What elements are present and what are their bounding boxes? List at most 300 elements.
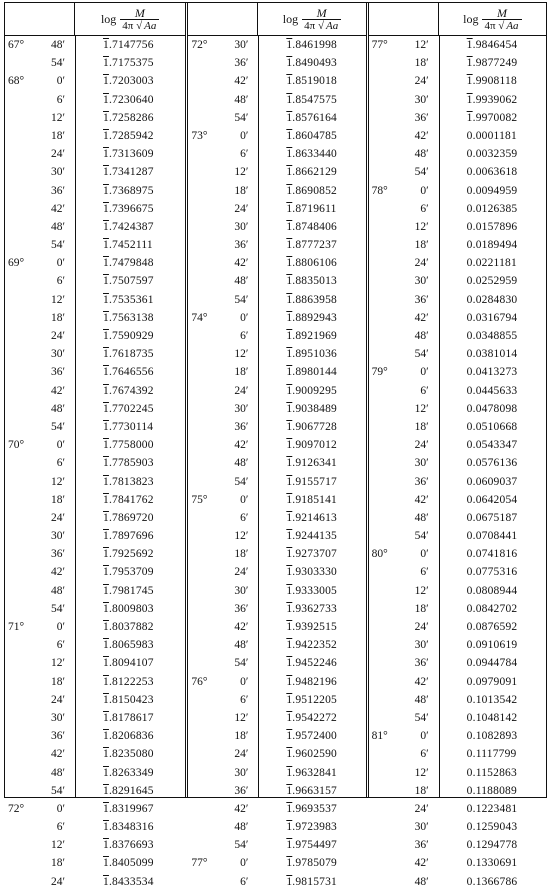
table-row	[369, 382, 546, 400]
table-row	[5, 382, 185, 400]
minute-cell: 36′	[50, 366, 65, 379]
characteristic: 1	[286, 366, 293, 379]
table-row	[369, 691, 546, 709]
mantissa: .8490493	[292, 57, 338, 70]
table-row	[5, 636, 185, 654]
table-row	[369, 582, 546, 600]
table-row	[369, 491, 546, 509]
degree-cell	[5, 600, 31, 618]
minute-cell: 54′	[50, 784, 65, 797]
log-value-cell	[439, 200, 546, 218]
mantissa: .9908118	[472, 75, 517, 88]
log-value-cell	[439, 309, 546, 327]
table-row	[188, 145, 365, 163]
minute-cell: 30′	[414, 275, 429, 288]
mantissa: .8951036	[292, 348, 338, 361]
mantissa: .8806106	[292, 257, 338, 270]
minute-cell: 30′	[234, 584, 249, 597]
characteristic: 1	[103, 93, 109, 106]
table-row	[188, 873, 365, 891]
minute-cell: 48′	[50, 402, 65, 415]
mantissa: 0.0221181	[466, 257, 517, 270]
table-row	[5, 654, 185, 672]
minute-cell: 0′	[420, 366, 429, 379]
table-row	[369, 236, 546, 254]
characteristic: 1	[103, 857, 109, 870]
characteristic: 1	[286, 293, 293, 306]
minute-cell: 36′	[50, 184, 65, 197]
mantissa: 0.0642054	[466, 493, 518, 506]
degree-cell: 77°	[191, 857, 208, 870]
degree-cell	[188, 618, 214, 636]
degree-cell	[188, 818, 214, 836]
degree-cell	[369, 254, 395, 272]
mantissa: .9939062	[472, 93, 518, 106]
mantissa: 0.0001181	[466, 129, 517, 142]
degree-cell	[5, 163, 31, 181]
column-group-1	[5, 3, 185, 888]
characteristic: 1	[103, 129, 109, 142]
mantissa: 0.0445633	[466, 384, 518, 397]
table-row	[188, 291, 365, 309]
table-row	[5, 109, 185, 127]
degree-cell	[188, 836, 214, 854]
log-value-cell	[75, 527, 185, 545]
degree-cell: 78°	[371, 184, 388, 197]
characteristic: 1	[103, 293, 109, 306]
characteristic: 1	[103, 639, 109, 652]
log-value-cell	[75, 382, 185, 400]
mantissa: .8863958	[292, 293, 338, 306]
characteristic: 1	[286, 621, 293, 633]
degree-cell	[5, 836, 31, 854]
degree-cell	[5, 818, 31, 836]
minute-cell: 48′	[414, 693, 429, 706]
mantissa: 0.0675187	[466, 511, 518, 524]
table-row	[188, 236, 365, 254]
characteristic: 1	[286, 111, 293, 124]
table-row	[188, 418, 365, 436]
characteristic: 1	[286, 348, 293, 361]
log-value-cell	[258, 527, 365, 545]
characteristic: 1	[103, 675, 109, 688]
table-row	[369, 618, 546, 636]
log-value-cell	[75, 254, 185, 272]
characteristic: 1	[103, 748, 109, 761]
rows-container	[369, 36, 546, 888]
minute-cell: 18′	[234, 366, 249, 379]
mantissa: .8065983	[108, 639, 154, 652]
characteristic: 1	[286, 584, 293, 597]
minute-cell: 48′	[234, 639, 249, 652]
minute-cell: 24′	[50, 330, 65, 342]
characteristic: 1	[103, 39, 109, 51]
mantissa: .7925692	[108, 548, 154, 561]
degree-cell	[5, 873, 31, 891]
log-label: log	[463, 11, 479, 26]
log-value-cell	[439, 109, 546, 127]
degree-cell	[369, 709, 395, 727]
mantissa: .9542272	[292, 711, 338, 724]
degree-cell	[369, 291, 395, 309]
log-value-cell	[75, 218, 185, 236]
minute-cell: 30′	[50, 530, 65, 543]
table-row	[369, 91, 546, 109]
mantissa: .8835013	[292, 275, 338, 288]
degree-cell: 71°	[8, 621, 25, 633]
log-value-cell	[258, 291, 365, 309]
degree-cell	[188, 54, 214, 72]
log-value-cell	[75, 454, 185, 472]
characteristic: 1	[286, 457, 293, 470]
log-value-cell	[258, 600, 365, 618]
characteristic: 1	[286, 257, 293, 270]
degree-cell	[369, 345, 395, 363]
mantissa: .9422352	[292, 639, 338, 652]
table-row	[369, 509, 546, 527]
log-value-cell	[258, 400, 365, 418]
mantissa: 0.1117799	[466, 748, 517, 761]
minute-cell: 0′	[240, 311, 249, 324]
minute-cell: 36′	[234, 420, 249, 433]
characteristic: 1	[103, 657, 109, 670]
table-row	[5, 363, 185, 381]
minute-cell: 36′	[414, 657, 429, 670]
minute-cell: 24′	[234, 202, 249, 215]
table-row	[369, 727, 546, 745]
table-row	[5, 36, 185, 54]
mantissa: .7341287	[108, 166, 154, 179]
table-row	[5, 836, 185, 854]
column-group-3	[366, 3, 546, 888]
rows-container	[188, 36, 365, 888]
characteristic: 1	[286, 802, 293, 815]
characteristic: 1	[286, 39, 293, 51]
table-row	[369, 145, 546, 163]
formula-header	[75, 3, 185, 35]
mantissa: .9482196	[292, 675, 338, 688]
table-row	[369, 309, 546, 327]
degree-cell	[188, 418, 214, 436]
log-value-cell	[439, 563, 546, 581]
minute-cell: 24′	[50, 693, 65, 706]
mantissa: 0.0381014	[466, 348, 518, 361]
minute-cell: 6′	[240, 330, 249, 342]
log-value-cell	[439, 454, 546, 472]
degree-cell	[5, 636, 31, 654]
characteristic: 1	[103, 511, 109, 524]
table-row	[369, 673, 546, 691]
minute-cell: 36′	[50, 548, 65, 561]
mantissa: .8690852	[292, 184, 338, 197]
mantissa: .9572400	[292, 730, 338, 743]
log-value-cell	[258, 36, 365, 54]
table-row	[369, 563, 546, 581]
table-row	[188, 363, 365, 381]
mantissa: .8122253	[108, 675, 154, 688]
table-row	[5, 618, 185, 636]
minute-cell: 36′	[50, 730, 65, 743]
log-value-cell	[439, 764, 546, 782]
characteristic: 1	[103, 202, 109, 215]
table-row	[369, 527, 546, 545]
log-value-cell	[258, 727, 365, 745]
mantissa: .8319967	[108, 802, 154, 815]
minute-cell: 0′	[56, 439, 65, 452]
minute-cell: 48′	[50, 584, 65, 597]
mantissa: .8633440	[292, 148, 338, 161]
log-value-cell	[439, 691, 546, 709]
degree-cell	[188, 291, 214, 309]
log-value-cell	[75, 563, 185, 581]
degree-cell	[5, 673, 31, 691]
degree-cell	[5, 272, 31, 290]
minute-cell: 54′	[50, 602, 65, 615]
log-value-cell	[75, 200, 185, 218]
minute-cell: 48′	[414, 148, 429, 161]
table-row	[369, 400, 546, 418]
mantissa: 0.0032359	[466, 148, 518, 161]
formula-numerator: M	[316, 5, 327, 20]
degree-cell	[5, 291, 31, 309]
minute-cell: 0′	[240, 857, 249, 870]
minute-cell: 42′	[414, 675, 429, 688]
characteristic: 1	[286, 330, 293, 342]
degree-cell	[188, 582, 214, 600]
degree-cell	[369, 854, 395, 872]
log-table	[4, 2, 547, 888]
table-row	[5, 272, 185, 290]
characteristic: 1	[286, 548, 293, 561]
degree-cell: 79°	[371, 366, 388, 379]
table-row	[188, 54, 365, 72]
minute-cell: 42′	[50, 566, 65, 579]
characteristic: 1	[103, 621, 109, 633]
log-value-cell	[439, 218, 546, 236]
log-value-cell	[75, 800, 185, 818]
log-value-cell	[75, 163, 185, 181]
table-row	[369, 72, 546, 90]
column-header	[5, 3, 185, 36]
degree-cell	[5, 127, 31, 145]
characteristic: 1	[286, 657, 293, 670]
mantissa: .7758000	[108, 439, 154, 452]
degree-cell	[369, 800, 395, 818]
degree-cell	[5, 327, 31, 345]
degree-cell	[5, 709, 31, 727]
table-row	[5, 291, 185, 309]
formula-denominator: 4π √ Aa	[120, 19, 159, 32]
degree-cell	[188, 654, 214, 672]
degree-cell	[5, 418, 31, 436]
table-row	[5, 473, 185, 491]
characteristic: 1	[103, 730, 109, 743]
minute-cell: 54′	[234, 839, 249, 852]
degree-cell	[188, 473, 214, 491]
table-row	[369, 436, 546, 454]
log-value-cell	[258, 382, 365, 400]
degree-cell	[188, 163, 214, 181]
formula-fraction	[482, 7, 521, 32]
log-value-cell	[75, 854, 185, 872]
degree-cell	[188, 272, 214, 290]
table-row	[188, 836, 365, 854]
minute-cell: 48′	[414, 330, 429, 342]
log-value-cell	[75, 109, 185, 127]
mantissa: .7479848	[108, 257, 154, 270]
degree-cell	[5, 782, 31, 800]
log-value-cell	[439, 127, 546, 145]
mantissa: .9392515	[292, 621, 338, 633]
mantissa: 0.0576136	[466, 457, 518, 470]
table-row	[5, 454, 185, 472]
log-value-cell	[439, 582, 546, 600]
degree-cell	[5, 236, 31, 254]
minute-cell: 24′	[50, 148, 65, 161]
characteristic: 1	[286, 839, 293, 852]
table-row	[188, 745, 365, 763]
characteristic: 1	[286, 511, 293, 524]
characteristic: 1	[103, 548, 109, 561]
table-row	[188, 673, 365, 691]
table-row	[369, 836, 546, 854]
log-value-cell	[258, 636, 365, 654]
minute-cell: 54′	[234, 293, 249, 306]
degree-cell	[369, 491, 395, 509]
mantissa: .8235080	[108, 748, 154, 761]
mantissa: 0.0808944	[466, 584, 518, 597]
log-value-cell	[439, 800, 546, 818]
log-value-cell	[258, 109, 365, 127]
characteristic: 1	[103, 530, 109, 543]
table-row	[369, 873, 546, 891]
degree-cell	[369, 91, 395, 109]
mantissa: .9693537	[292, 802, 338, 815]
mantissa: .7674392	[108, 384, 154, 397]
degree-cell	[5, 309, 31, 327]
mantissa: .7424387	[108, 220, 154, 233]
table-row	[5, 54, 185, 72]
minute-cell: 42′	[414, 129, 429, 142]
minute-cell: 18′	[50, 493, 65, 506]
log-value-cell	[75, 127, 185, 145]
mantissa: .7590929	[108, 330, 154, 342]
characteristic: 1	[286, 75, 293, 88]
table-row	[5, 418, 185, 436]
degree-cell	[5, 563, 31, 581]
mantissa: .8178617	[108, 711, 154, 724]
log-value-cell	[258, 72, 365, 90]
degree-cell	[5, 54, 31, 72]
table-row	[188, 109, 365, 127]
table-row	[188, 272, 365, 290]
degree-cell	[369, 454, 395, 472]
minute-cell: 0′	[240, 493, 249, 506]
degree-cell	[188, 709, 214, 727]
minute-cell: 0′	[240, 675, 249, 688]
mantissa: .8547575	[292, 93, 338, 106]
mantissa: 0.0063618	[466, 166, 518, 179]
degree-cell	[5, 727, 31, 745]
mantissa: .9097012	[292, 439, 338, 452]
minute-cell: 36′	[414, 111, 429, 124]
minute-cell: 42′	[50, 748, 65, 761]
mantissa: .9126341	[292, 457, 338, 470]
log-value-cell	[258, 764, 365, 782]
degree-cell	[369, 836, 395, 854]
formula-numerator: M	[497, 5, 508, 20]
table-row	[188, 91, 365, 109]
degree-cell	[5, 345, 31, 363]
mantissa: 0.0094959	[466, 184, 518, 197]
characteristic: 1	[103, 57, 109, 70]
minute-cell: 30′	[234, 220, 249, 233]
minute-cell: 54′	[414, 166, 429, 179]
degree-cell	[369, 200, 395, 218]
degree-cell	[369, 163, 395, 181]
table-row	[369, 127, 546, 145]
log-value-cell	[75, 691, 185, 709]
characteristic: 1	[286, 602, 293, 615]
minute-cell: 12′	[50, 293, 65, 306]
table-row	[5, 545, 185, 563]
log-value-cell	[75, 309, 185, 327]
minute-cell: 12′	[234, 348, 249, 361]
characteristic: 1	[286, 639, 293, 652]
table-row	[369, 800, 546, 818]
characteristic: 1	[286, 184, 293, 197]
degree-cell	[188, 800, 214, 818]
degree-cell: 74°	[191, 311, 208, 324]
minute-cell: 0′	[56, 75, 65, 88]
formula-radicand: Aa	[506, 19, 519, 32]
table-row	[369, 327, 546, 345]
characteristic: 1	[286, 711, 293, 724]
characteristic: 1	[103, 420, 109, 433]
formula-radicand: Aa	[144, 19, 157, 32]
mantissa: 0.1048142	[466, 711, 518, 724]
degree-cell	[188, 782, 214, 800]
minute-cell: 6′	[56, 457, 65, 470]
minute-cell: 12′	[234, 530, 249, 543]
minute-cell: 42′	[234, 802, 249, 815]
log-value-cell	[258, 836, 365, 854]
mantissa: .8980144	[292, 366, 338, 379]
log-value-cell	[439, 654, 546, 672]
mantissa: .7258286	[108, 111, 154, 124]
minute-cell: 0′	[56, 257, 65, 270]
table-row	[369, 454, 546, 472]
minute-cell: 54′	[414, 530, 429, 543]
table-row	[5, 182, 185, 200]
log-value-cell	[439, 345, 546, 363]
characteristic: 1	[103, 330, 109, 342]
log-value-cell	[258, 272, 365, 290]
table-row	[369, 709, 546, 727]
characteristic: 1	[466, 93, 473, 106]
degree-cell	[369, 618, 395, 636]
minute-cell: 42′	[414, 857, 429, 870]
table-row	[5, 673, 185, 691]
table-row	[369, 418, 546, 436]
characteristic: 1	[103, 220, 109, 233]
degree-cell	[188, 873, 214, 891]
minute-cell: 30′	[414, 821, 429, 834]
degree-cell	[369, 436, 395, 454]
mantissa: 0.1013542	[466, 693, 518, 706]
mantissa: 0.0189494	[466, 239, 518, 252]
log-value-cell	[258, 54, 365, 72]
